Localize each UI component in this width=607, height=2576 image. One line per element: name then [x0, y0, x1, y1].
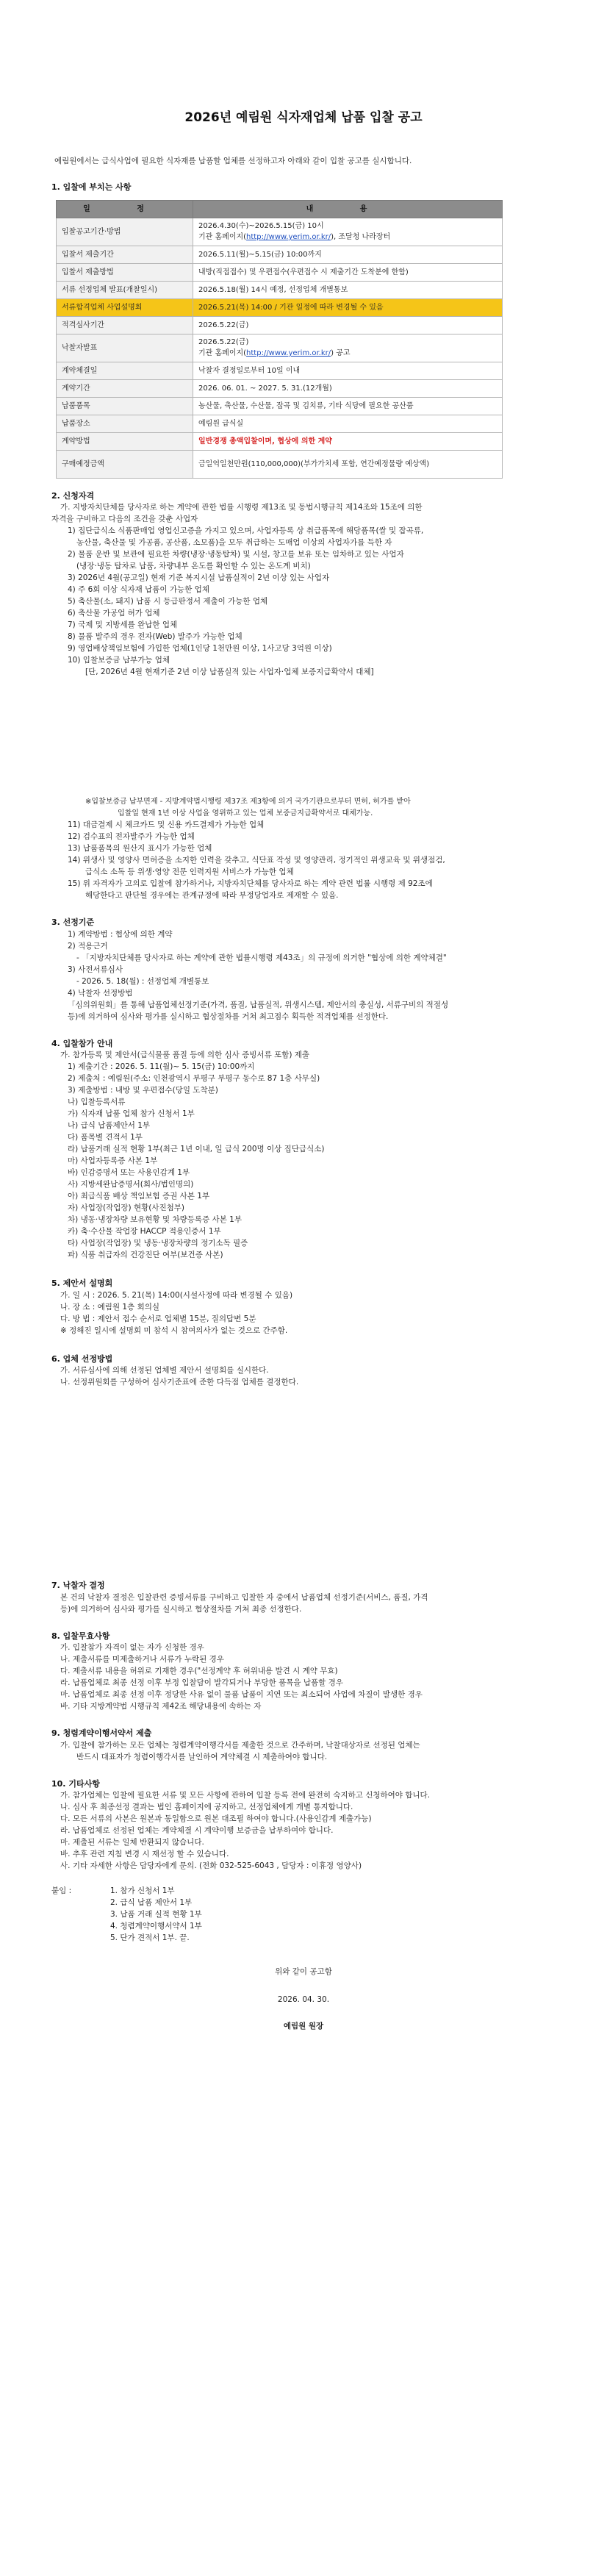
- schedule-table: [56, 200, 503, 479]
- table-row: [57, 316, 503, 334]
- closing-date: 2026. 04. 30.: [277, 1995, 330, 2004]
- section-4: 4. 입찰참가 안내 가. 참가등록 및 제안서(급식물품 품질 등에 의한 심사 증빙서류 포함) 제출 1) 제출기간 : 2026. 5. 11(월)~ 5. 15(금) 10:00까지 2) 제출처 : 예림원(주소: 인천광역시 부평구 부평구 동수로 87 1층 사무실) 3) 제출방법 : 내방 및 우편접수(당일 도착분) 나) 입찰등록서류 가) 식자재 납품 업체 참가 신청서 1부 나) 급식 납품제안서 1부 다) 품목별 견적서 1부 라) 납품거래 실적 현황 1부(최근 1년 이내, 일 급식 200명 이상 집단급식소) 마) 사업자등록증 사본 1부 바) 인감증명서 또는 사용인감계 1부 사) 지방세완납증명서(회사/법인명의) 아) 최급식품 배상 책임보험 증권 사본 1부 자) 사업장(작업장) 현황(사진첨부) 차) 냉동·냉장차량 보유현황 및 차량등록증 사본 1부 카) 축·수산물 작업장 HACCP 적용인증서 1부 타) 사업장(작업장) 및 냉동·냉장차량의 정기소독 필증 파) 식품 취급자의 건강진단 여부(보건증 사본): [51, 1038, 556, 1262]
- section-9-heading: 9. 청렴계약이행서약서 제출: [51, 1728, 152, 1739]
- row-value: 2026.5.22(금) 기관 홈페이지(http://www.yerim.or.kr/) 공고: [193, 334, 503, 362]
- attachment-item: 4. 청렴계약이행서약서 1부: [110, 1922, 202, 1931]
- section-2-heading: 2. 신청자격: [51, 490, 95, 501]
- section-1-heading: 1. 입찰에 부치는 사항: [51, 182, 132, 193]
- row-label: 계약방법: [57, 432, 193, 450]
- row-label: 입찰서 제출기간: [57, 246, 193, 263]
- attachment-item: 5. 단가 견적서 1부. 끝.: [110, 1933, 190, 1943]
- row-value: 2026.4.30(수)~2026.5.15(금) 10시 기관 홈페이지(http://www.yerim.or.kr/), 조달청 나라장터: [193, 218, 503, 246]
- bond-exemption-note: ※입찰보증금 납부면제 - 지방계약법시행령 제37조 제3항에 의거 국가기관으로부터 면허, 허가를 받아: [85, 798, 411, 806]
- table-row: [57, 362, 503, 379]
- section-6-heading: 6. 업체 선정방법: [51, 1353, 113, 1364]
- table-row: [57, 281, 503, 298]
- table-row: [57, 334, 503, 362]
- section-8: 8. 입찰무효사항 가. 입찰참가 자격이 없는 자가 신청한 경우 나. 제출서류를 미제출하거나 서류가 누락된 경우 다. 제출서류 내용을 허위로 기재한 경우("선정계약 후 허위내용 발견 시 계약 무효) 라. 납품업체로 최종 선정 이후 부정 입찰담이 발각되거나 부당한 품목을 납품할 경우 마. 납품업체로 최종 선정 이후 정당한 사유 없이 물품 납품이 지연 또는 최소되어 사업에 차질이 발생한 경우 바. 기타 지방계약법 시행규칙 제42조 해당내용에 속하는 자: [51, 1631, 556, 1714]
- row-value: 2026.5.22(금): [193, 316, 503, 334]
- row-value: 낙찰자 결정일로부터 10일 이내: [193, 362, 503, 379]
- section-3-heading: 3. 선정기준: [51, 917, 95, 928]
- col-schedule: 일 정: [57, 200, 193, 218]
- row-label: 입찰공고기간·방법: [57, 218, 193, 246]
- row-value: 일반경쟁 총액입찰이며, 협상에 의한 계약: [193, 432, 503, 450]
- section-10: 10. 기타사항 가. 참가업체는 입찰에 필요한 서류 및 모든 사항에 관하여 입찰 등록 전에 완전히 숙지하고 신청하여야 합니다. 나. 심사 후 최종선정 결과는 법인 홈페이지에 공지하고, 선정업체에게 개별 통지합니다. 다. 모든 서류의 사본은 원본과 동일함으로 원본 대조필 하여야 합니다.(사용인감계 제출가능) 라. 납품업체로 선정된 업체는 계약체결 시 계약이행 보증금을 납부하여야 합니다. 마. 제출된 서류는 일체 반환되지 않습니다. 바. 추후 관련 지침 변경 시 재선정 할 수 있습니다. 사. 기타 자세한 사항은 담당자에게 문의. (전화 032-525-6043 , 담당자 : 이휴정 영양사): [51, 1778, 556, 1873]
- row-label: 구매예정금액: [57, 450, 193, 478]
- intro-text: 예림원에서는 급식사업에 필요한 식자재를 납품할 업체를 선정하고자 아래와 같이 입찰 공고를 실시합니다.: [54, 156, 412, 165]
- attachment-item: 2. 급식 납품 제안서 1부: [110, 1898, 193, 1908]
- attachments: [51, 1886, 556, 1944]
- section-4-heading: 4. 입찰참가 안내: [51, 1038, 113, 1048]
- row-value: 금일억일천만원(110,000,000)(부가가치세 포함, 연간예정물량 예상액): [193, 450, 503, 478]
- row-value: 2026.5.11(월)~5.15(금) 10:00까지: [193, 246, 503, 263]
- attachments-label: 붙임 :: [51, 1886, 72, 1896]
- homepage-link[interactable]: http://www.yerim.or.kr/: [246, 349, 331, 358]
- table-row-highlighted: [57, 298, 503, 316]
- row-label: 서류합격업체 사업설명회: [57, 298, 193, 316]
- table-row: [57, 432, 503, 450]
- section-3: 3. 선정기준 1) 계약방법 : 협상에 의한 계약 2) 적용근거 - 「지방자치단체를 당사자로 하는 계약에 관한 법률시행령 제43조」의 규정에 의거한 "협상에 의한 계약체결" 3) 사전서류심사 - 2026. 5. 18(월) : 선정업체 개별통보 4) 낙찰자 선정방법 「심의위원회」를 통해 납품업체선정기준(가격, 품질, 납품실적, 위생시스템, 제안서의 충실성, 서류구비의 적절성 등)에 의거하여 심사와 평가를 실시하고 협상절차를 거쳐 최고점수 획득한 적격업체를 선정한다.: [51, 917, 556, 1023]
- row-value: 2026. 06. 01. ~ 2027. 5. 31.(12개월): [193, 379, 503, 397]
- section-8-heading: 8. 입찰무효사항: [51, 1631, 110, 1641]
- row-value: 2026.5.21(목) 14:00 / 기관 일정에 따라 변경될 수 있음: [193, 298, 503, 316]
- homepage-link[interactable]: http://www.yerim.or.kr/: [246, 233, 331, 242]
- section-5-heading: 5. 제안서 설명회: [51, 1278, 113, 1289]
- row-label: 계약체결일: [57, 362, 193, 379]
- row-label: 낙찰자발표: [57, 334, 193, 362]
- row-label: 입찰서 제출방법: [57, 263, 193, 281]
- table-row: [57, 397, 503, 415]
- table-row: [57, 450, 503, 478]
- section-10-heading: 10. 기타사항: [51, 1778, 100, 1789]
- closing-statement: 위와 같이 공고함: [275, 1967, 332, 1977]
- row-value: 농산물, 축산물, 수산물, 잡곡 및 김치류, 기타 식당에 필요한 공산품: [193, 397, 503, 415]
- table-row: [57, 263, 503, 281]
- row-label: 납품품목: [57, 397, 193, 415]
- row-label: 서류 선정업체 발표(개찰일시): [57, 281, 193, 298]
- section-6: 6. 업체 선정방법 가. 서류심사에 의해 선정된 업체별 제안서 설명회를 실시한다. 나. 선정위원회를 구성하여 심사기준표에 준한 다득점 업체를 결정한다.: [51, 1353, 556, 1389]
- section-7: 7. 낙찰자 결정 본 건의 낙찰자 결정은 입찰관련 증빙서류를 구비하고 입찰한 자 중에서 납품업체 선정기준(서비스, 품질, 가격 등)에 의거하여 심사와 평가를 실시하고 협상절차를 거쳐 최종 선정한다.: [51, 1580, 556, 1616]
- issuer: 예림원 원장: [283, 2021, 324, 2031]
- table-header-row: [57, 200, 503, 218]
- col-content: 내 용: [193, 200, 503, 218]
- row-value: 내방(직접접수) 및 우편접수(우편접수 시 제출기간 도착분에 한함): [193, 263, 503, 281]
- attachment-item: 3. 납품 거래 실적 현황 1부: [110, 1910, 202, 1920]
- table-row: [57, 246, 503, 263]
- attachment-item: 1. 참가 신청서 1부: [110, 1886, 175, 1896]
- row-value: 2026.5.18(월) 14시 예정, 선정업체 개별통보: [193, 281, 503, 298]
- table-row: [57, 379, 503, 397]
- section-9: 9. 청렴계약이행서약서 제출 가. 입찰에 참가하는 모든 업체는 청렴계약이행각서를 제출한 것으로 간주하며, 낙찰대상자로 선정된 업체는 반드시 대표자가 청렴이행각서를 날인하여 계약체결 시 제출하여야 합니다.: [51, 1728, 556, 1764]
- closing: [51, 1967, 556, 2032]
- table-row: [57, 415, 503, 432]
- row-label: 납품장소: [57, 415, 193, 432]
- row-value: 예림원 급식실: [193, 415, 503, 432]
- page-title: 2026년 예림원 식자재업체 납품 입찰 공고: [184, 110, 423, 125]
- section-5: 5. 제안서 설명회 가. 일 시 : 2026. 5. 21(목) 14:00(시설사정에 따라 변경될 수 있음) 나. 장 소 : 예림원 1층 회의실 다. 방 법 : 제안서 접수 순서로 업체별 15분, 질의답변 5분 ※ 정해진 일시에 설명회 미 참석 시 참여의사가 없는 것으로 간주함.: [51, 1278, 556, 1337]
- section-7-heading: 7. 낙찰자 결정: [51, 1581, 105, 1591]
- table-row: [57, 218, 503, 246]
- section-2: 2. 신청자격 가. 지방자치단체를 당사자로 하는 계약에 관한 법률 시행령 제13조 및 동법시행규칙 제14조와 15조에 의한 자격을 구비하고 다음의 조건을 갖춘 사업자 1) 집단급식소 식품판매업 영업신고증을 가지고 있으며, 사업자등록 상 취급품목에 해당품목(쌀 및 잡곡류, 농산물, 축산물 및 가공품, 공산품, 소모품)을 모두 취급하는 도매업 이상의 사업자가를 득한 자 2) 물품 운반 및 보관에 필요한 차량(냉장·냉동탑차) 및 시설, 창고를 보유 또는 임차하고 있는 사업자 (냉장·냉동 탑차로 납품, 차량내부 온도를 확인할 수 있는 온도계 비치) 3) 2026년 4월(공고일) 현재 기준 복지시설 납품실적이 2년 이상 있는 사업자 4) 주 6회 이상 식자재 납품이 가능한 업체 5) 축산물(소, 돼지) 납품 시 등급판정서 제출이 가능한 업체 6) 축산물 가공업 허가 업체 7) 국제 및 지방세를 완납한 업체 8) 물품 발주의 경우 전자(Web) 발주가 가능한 업체 9) 영업배상책임보험에 가입한 업체(1인당 1천만원 이상, 1사고당 3억원 이상) 10) 입찰보증금 납부가능 업체 [단, 2026년 4월 현재기준 2년 이상 납품실적 있는 사업자·업체 보증지급확약서 대체] ※입찰보증금 납부면제 - 지방계약법시행령 제37조 제3항에 의거 국가기관으로부터 면허, 허가를 받아 입찰일 현재 1년 이상 사업을 영위하고 있는 업체 보증금지급확약서로 대체가능. 11) 대금결제 시 체크카드 및 신용 카드결제가 가능한 업체 12) 검수표의 전자발주가 가능한 업체 13) 납품품목의 원산지 표시가 가능한 업체 14) 위생사 및 영양사 면허증을 소지한 인력을 갖추고, 식단표 작성 및 영양관리, 정기적인 위생교육 및 위생점검, 급식소 소독 등 위생·영양 전문 인력지원 서비스가 가능한 업체 15) 위 자격자가 고의로 입찰에 참가하거나, 지방자치단체를 당사자로 하는 계약 관련 법률 시행령 제 92조에 해당한다고 판단될 경우에는 관계규정에 따라 부정당업자로 제재할 수 있음.: [51, 490, 556, 903]
- row-label: 적격심사기간: [57, 316, 193, 334]
- row-label: 계약기간: [57, 379, 193, 397]
